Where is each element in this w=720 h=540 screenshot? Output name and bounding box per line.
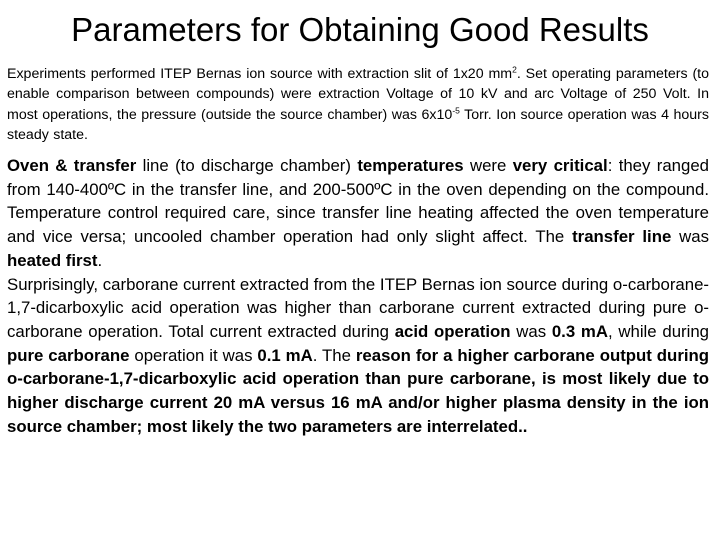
text: Surprisingly, carborane current extracted from the ITEP Bernas ion source during o-carborane-1,7-dicarboxylic acid operation was higher than carborane current extracted during pure o-carborane operation. Total current extracted during bbox=[7, 274, 709, 341]
intro-paragraph bbox=[7, 64, 709, 145]
bold-text: heated first bbox=[7, 250, 98, 270]
bold-text: 0.3 mA bbox=[551, 321, 608, 341]
text: line (to discharge chamber) bbox=[136, 156, 358, 175]
text: , while during bbox=[607, 321, 710, 341]
bold-text: very critical bbox=[512, 156, 608, 175]
temperature-paragraph bbox=[7, 154, 709, 273]
text: operation it was bbox=[129, 345, 258, 365]
text: was bbox=[671, 227, 709, 247]
bold-text: Oven & transfer bbox=[7, 156, 137, 175]
bold-text: acid operation bbox=[394, 321, 511, 341]
text: . The bbox=[312, 345, 356, 365]
intro-text: Experiments performed ITEP Bernas ion source with extraction slit of 1x20 mm bbox=[7, 66, 513, 82]
slide-title: Parameters for Obtaining Good Results bbox=[71, 11, 649, 48]
bold-text: transfer line bbox=[572, 227, 672, 247]
body-text bbox=[7, 154, 709, 438]
bold-text: 0.1 mA bbox=[257, 345, 313, 365]
bold-text: reason for a higher carborane output during o-carborane-1,7-dicarboxylic acid operation than pure carborane, is most likely due to higher discharge current 20 mA versus 16 mA and/or higher plasma density in the ion source chamber; most likely the two parameters are interrelated.. bbox=[7, 345, 710, 436]
intro-superscript: -5 bbox=[452, 104, 460, 115]
bold-text: temperatures bbox=[357, 156, 464, 175]
text: was bbox=[510, 321, 552, 341]
text: were bbox=[463, 156, 513, 175]
bold-text: pure carborane bbox=[7, 345, 130, 365]
text: : they ranged from 140-400ºC in the transfer line, and 200-500ºC in the oven depending on the compound. Temperature control required care, since transfer line heating affected the oven temperature and vice versa; uncooled chamber operation had only slight affect. The bbox=[7, 156, 710, 247]
intro-superscript: 2 bbox=[512, 64, 517, 75]
text: . bbox=[97, 250, 103, 270]
current-paragraph bbox=[7, 273, 709, 439]
intro-text: Torr. Ion source operation was 4 hours steady state. bbox=[7, 106, 709, 143]
intro-text: . Set operating parameters (to enable comparison between compounds) were extraction Voltage of 10 kV and arc Voltage of 250 Volt. In most operations, the pressure (outside the source chamber) was 6x10 bbox=[7, 66, 709, 123]
